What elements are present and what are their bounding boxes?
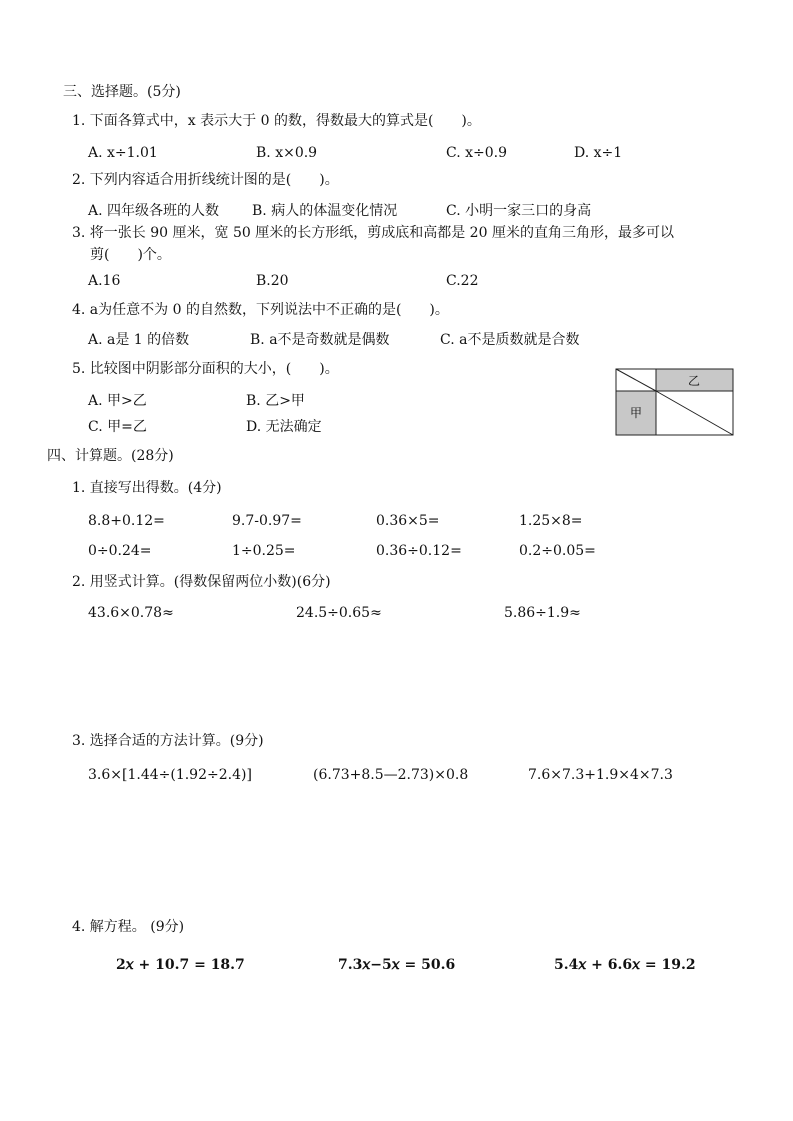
q5-option-c: C. 甲=乙 bbox=[88, 419, 147, 435]
p3-title: 3. 选择合适的方法计算。(9分) bbox=[72, 733, 264, 749]
q3-option-b: B.20 bbox=[256, 273, 289, 289]
figure-diagonal-right bbox=[656, 391, 733, 435]
q2-option-b: B. 病人的体温变化情况 bbox=[252, 203, 398, 219]
q5-option-d: D. 无法确定 bbox=[246, 419, 322, 435]
q4-option-c: C. a不是质数就是合数 bbox=[440, 332, 580, 348]
section-4-title: 四、计算题。(28分) bbox=[47, 448, 174, 464]
p1-r1-c3: 0.36×5= bbox=[376, 513, 440, 529]
p1-r1-c4: 1.25×8= bbox=[519, 513, 583, 529]
p1-r2-c3: 0.36÷0.12= bbox=[376, 543, 462, 559]
p1-r1-c2: 9.7-0.97= bbox=[232, 513, 302, 529]
q5-option-b: B. 乙>甲 bbox=[246, 393, 305, 409]
p3-item-3: 7.6×7.3+1.9×4×7.3 bbox=[528, 767, 673, 783]
q2-stem: 2. 下列内容适合用折线统计图的是( )。 bbox=[72, 172, 339, 188]
q4-stem: 4. a为任意不为 0 的自然数，下列说法中不正确的是( )。 bbox=[72, 302, 449, 318]
q5-option-a: A. 甲>乙 bbox=[88, 393, 147, 409]
q3-option-a: A.16 bbox=[88, 273, 121, 289]
q1-stem: 1. 下面各算式中，x 表示大于 0 的数，得数最大的算式是( )。 bbox=[72, 113, 481, 129]
label-yi: 乙 bbox=[687, 374, 701, 388]
figure-diagonal-left bbox=[616, 369, 656, 391]
q5-stem: 5. 比较图中阴影部分面积的大小，( )。 bbox=[72, 361, 339, 377]
q1-option-b: B. x×0.9 bbox=[256, 145, 318, 161]
p2-title: 2. 用竖式计算。(得数保留两位小数)(6分) bbox=[72, 574, 331, 590]
p4-equation-2: 7.3𝑥−5𝑥 = 50.6 bbox=[338, 957, 456, 973]
p4-equation-1: 2𝑥 + 10.7 = 18.7 bbox=[116, 957, 245, 973]
p2-item-3: 5.86÷1.9≈ bbox=[504, 605, 581, 621]
p1-r2-c2: 1÷0.25= bbox=[232, 543, 296, 559]
p2-item-1: 43.6×0.78≈ bbox=[88, 605, 174, 621]
p1-r1-c1: 8.8+0.12= bbox=[88, 513, 165, 529]
p1-r2-c1: 0÷0.24= bbox=[88, 543, 152, 559]
q1-option-a: A. x÷1.01 bbox=[88, 145, 158, 161]
p1-title: 1. 直接写出得数。(4分) bbox=[72, 480, 222, 496]
p1-r2-c4: 0.2÷0.05= bbox=[519, 543, 596, 559]
q3-stem-line1: 3. 将一张长 90 厘米，宽 50 厘米的长方形纸，剪成底和高都是 20 厘米的直角三角形，最多可以 bbox=[72, 225, 674, 241]
p2-item-2: 24.5÷0.65≈ bbox=[296, 605, 382, 621]
p3-item-2: (6.73+8.5—2.73)×0.8 bbox=[313, 767, 469, 783]
q4-option-a: A. a是 1 的倍数 bbox=[88, 332, 190, 348]
q2-option-a: A. 四年级各班的人数 bbox=[88, 203, 220, 219]
label-jia: 甲 bbox=[629, 406, 643, 420]
q1-option-c: C. x÷0.9 bbox=[446, 145, 508, 161]
q1-option-d: D. x÷1 bbox=[574, 145, 623, 161]
section-3-title: 三、选择题。(5分) bbox=[63, 84, 181, 100]
p4-equation-3: 5.4𝑥 + 6.6𝑥 = 19.2 bbox=[554, 957, 696, 973]
q2-option-c: C. 小明一家三口的身高 bbox=[446, 203, 592, 219]
p3-item-1: 3.6×[1.44÷(1.92÷2.4)] bbox=[88, 767, 252, 783]
q5-area-figure bbox=[615, 368, 735, 436]
q4-option-b: B. a不是奇数就是偶数 bbox=[250, 332, 390, 348]
q3-option-c: C.22 bbox=[446, 273, 479, 289]
p4-title: 4. 解方程。 (9分) bbox=[72, 919, 185, 935]
q3-stem-line2: 剪( )个。 bbox=[90, 247, 171, 263]
